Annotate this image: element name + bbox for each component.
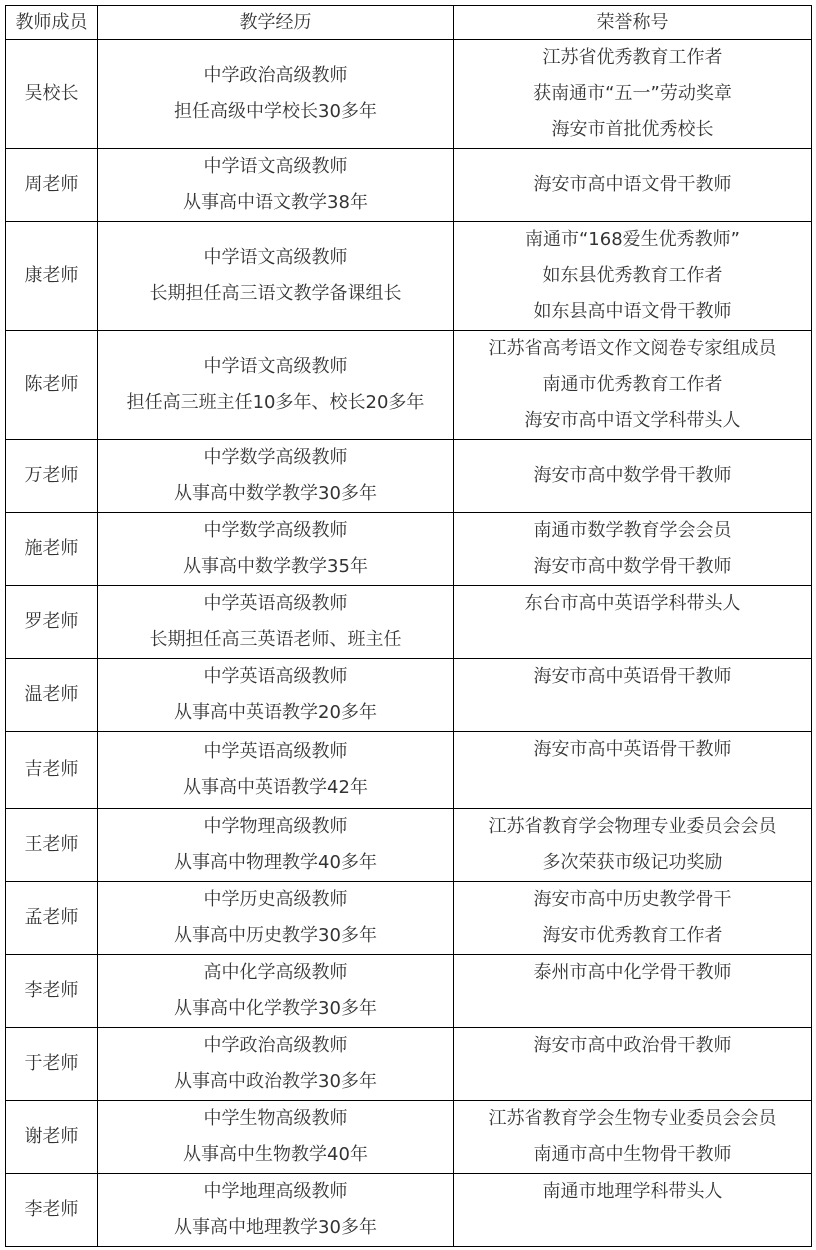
experience-line: 中学地理高级教师 — [203, 1181, 348, 1202]
member-name: 陈老师 — [6, 331, 98, 440]
experience-line: 从事高中化学教学30多年 — [174, 998, 377, 1019]
member-name: 于老师 — [6, 1028, 98, 1101]
experience-cell — [98, 40, 454, 149]
experience-cell — [98, 809, 454, 882]
table-row — [6, 149, 812, 222]
honor-line: 海安市高中语文学科带头人 — [524, 410, 741, 431]
honors-cell — [454, 513, 812, 586]
experience-line: 中学物理高级教师 — [203, 816, 348, 837]
member-name: 孟老师 — [6, 882, 98, 955]
member-name: 万老师 — [6, 440, 98, 513]
honor-line: 如东县高中语文骨干教师 — [533, 301, 732, 322]
honors-cell — [454, 1028, 812, 1101]
experience-line: 从事高中地理教学30多年 — [174, 1217, 377, 1238]
experience-line: 从事高中英语教学20多年 — [174, 702, 377, 723]
member-name: 周老师 — [6, 149, 98, 222]
honor-line: 南通市优秀教育工作者 — [542, 374, 723, 395]
experience-cell — [98, 1028, 454, 1101]
honor-line: 南通市数学教育学会会员 — [533, 520, 732, 541]
experience-cell — [98, 955, 454, 1028]
honor-line: 江苏省高考语文作文阅卷专家组成员 — [488, 338, 777, 359]
header-honors: 荣誉称号 — [454, 6, 812, 40]
member-name: 施老师 — [6, 513, 98, 586]
header-row — [6, 6, 812, 40]
table-row — [6, 440, 812, 513]
table-row — [6, 513, 812, 586]
honors-cell — [454, 882, 812, 955]
honors-cell — [454, 331, 812, 440]
honor-line: 江苏省教育学会物理专业委员会会员 — [488, 816, 777, 837]
table-row — [6, 732, 812, 809]
honor-line: 海安市优秀教育工作者 — [542, 925, 723, 946]
experience-line: 中学历史高级教师 — [203, 889, 348, 910]
honors-cell — [454, 809, 812, 882]
table-row — [6, 40, 812, 149]
table-row — [6, 331, 812, 440]
honor-line: 海安市高中英语骨干教师 — [533, 666, 732, 687]
experience-line: 从事高中生物教学40年 — [183, 1144, 368, 1165]
honors-cell — [454, 955, 812, 1028]
member-name: 吉老师 — [6, 732, 98, 809]
experience-line: 长期担任高三语文教学备课组长 — [149, 283, 402, 304]
experience-line: 中学语文高级教师 — [203, 356, 348, 377]
honors-cell — [454, 1174, 812, 1247]
honor-line: 海安市高中语文骨干教师 — [533, 174, 732, 195]
honor-line: 江苏省优秀教育工作者 — [542, 47, 723, 68]
member-name: 王老师 — [6, 809, 98, 882]
experience-line: 从事高中英语教学42年 — [183, 777, 368, 798]
table-row — [6, 955, 812, 1028]
honors-cell — [454, 732, 812, 809]
experience-line: 长期担任高三英语老师、班主任 — [149, 629, 402, 650]
honor-line: 南通市高中生物骨干教师 — [533, 1144, 732, 1165]
experience-cell — [98, 732, 454, 809]
experience-line: 中学英语高级教师 — [203, 666, 348, 687]
experience-line: 中学政治高级教师 — [203, 65, 348, 86]
honor-line: 获南通市“五一”劳动奖章 — [533, 83, 732, 104]
member-name: 李老师 — [6, 1174, 98, 1247]
honor-line: 海安市高中英语骨干教师 — [533, 739, 732, 760]
honor-line: 东台市高中英语学科带头人 — [524, 593, 741, 614]
member-name: 谢老师 — [6, 1101, 98, 1174]
table-row — [6, 1028, 812, 1101]
experience-cell — [98, 149, 454, 222]
experience-cell — [98, 1174, 454, 1247]
honor-line: 海安市高中数学骨干教师 — [533, 465, 732, 486]
honors-cell — [454, 222, 812, 331]
table-row — [6, 809, 812, 882]
table-body — [6, 40, 812, 1247]
honor-line: 海安市高中政治骨干教师 — [533, 1035, 732, 1056]
honor-line: 海安市高中历史教学骨干 — [533, 889, 732, 910]
table-row — [6, 882, 812, 955]
experience-line: 中学生物高级教师 — [203, 1108, 348, 1129]
honor-line: 海安市高中数学骨干教师 — [533, 556, 732, 577]
experience-cell — [98, 222, 454, 331]
honor-line: 江苏省教育学会生物专业委员会会员 — [488, 1108, 777, 1129]
experience-cell — [98, 882, 454, 955]
header-member: 教师成员 — [6, 6, 98, 40]
experience-cell — [98, 1101, 454, 1174]
honor-line: 如东县优秀教育工作者 — [542, 265, 723, 286]
experience-line: 从事高中数学教学35年 — [183, 556, 368, 577]
experience-line: 从事高中历史教学30多年 — [174, 925, 377, 946]
table-row — [6, 586, 812, 659]
table-row — [6, 222, 812, 331]
member-name: 李老师 — [6, 955, 98, 1028]
honor-line: 海安市首批优秀校长 — [551, 119, 714, 140]
table-row — [6, 1174, 812, 1247]
member-name: 温老师 — [6, 659, 98, 732]
honors-cell — [454, 149, 812, 222]
experience-line: 担任高三班主任10多年、校长20多年 — [126, 392, 425, 413]
honors-cell — [454, 1101, 812, 1174]
experience-line: 担任高级中学校长30多年 — [174, 101, 377, 122]
experience-line: 中学英语高级教师 — [203, 593, 348, 614]
experience-line: 从事高中政治教学30多年 — [174, 1071, 377, 1092]
experience-line: 从事高中语文教学38年 — [183, 192, 368, 213]
experience-line: 从事高中物理教学40多年 — [174, 852, 377, 873]
experience-line: 中学语文高级教师 — [203, 247, 348, 268]
honors-cell — [454, 440, 812, 513]
experience-cell — [98, 440, 454, 513]
honor-line: 泰州市高中化学骨干教师 — [533, 962, 732, 983]
member-name: 吴校长 — [6, 40, 98, 149]
honor-line: 南通市“168爱生优秀教师” — [524, 229, 740, 250]
member-name: 罗老师 — [6, 586, 98, 659]
header-experience: 教学经历 — [98, 6, 454, 40]
experience-line: 中学语文高级教师 — [203, 156, 348, 177]
experience-line: 中学英语高级教师 — [203, 741, 348, 762]
teacher-table — [5, 5, 812, 1247]
honors-cell — [454, 586, 812, 659]
experience-line: 中学数学高级教师 — [203, 520, 348, 541]
teacher-roster — [5, 5, 812, 1247]
honors-cell — [454, 40, 812, 149]
experience-line: 高中化学高级教师 — [203, 962, 348, 983]
honors-cell — [454, 659, 812, 732]
experience-line: 中学数学高级教师 — [203, 447, 348, 468]
experience-line: 从事高中数学教学30多年 — [174, 483, 377, 504]
table-row — [6, 1101, 812, 1174]
experience-cell — [98, 659, 454, 732]
honor-line: 南通市地理学科带头人 — [542, 1181, 723, 1202]
table-row — [6, 659, 812, 732]
honor-line: 多次荣获市级记功奖励 — [542, 852, 723, 873]
experience-cell — [98, 331, 454, 440]
experience-line: 中学政治高级教师 — [203, 1035, 348, 1056]
member-name: 康老师 — [6, 222, 98, 331]
experience-cell — [98, 586, 454, 659]
experience-cell — [98, 513, 454, 586]
